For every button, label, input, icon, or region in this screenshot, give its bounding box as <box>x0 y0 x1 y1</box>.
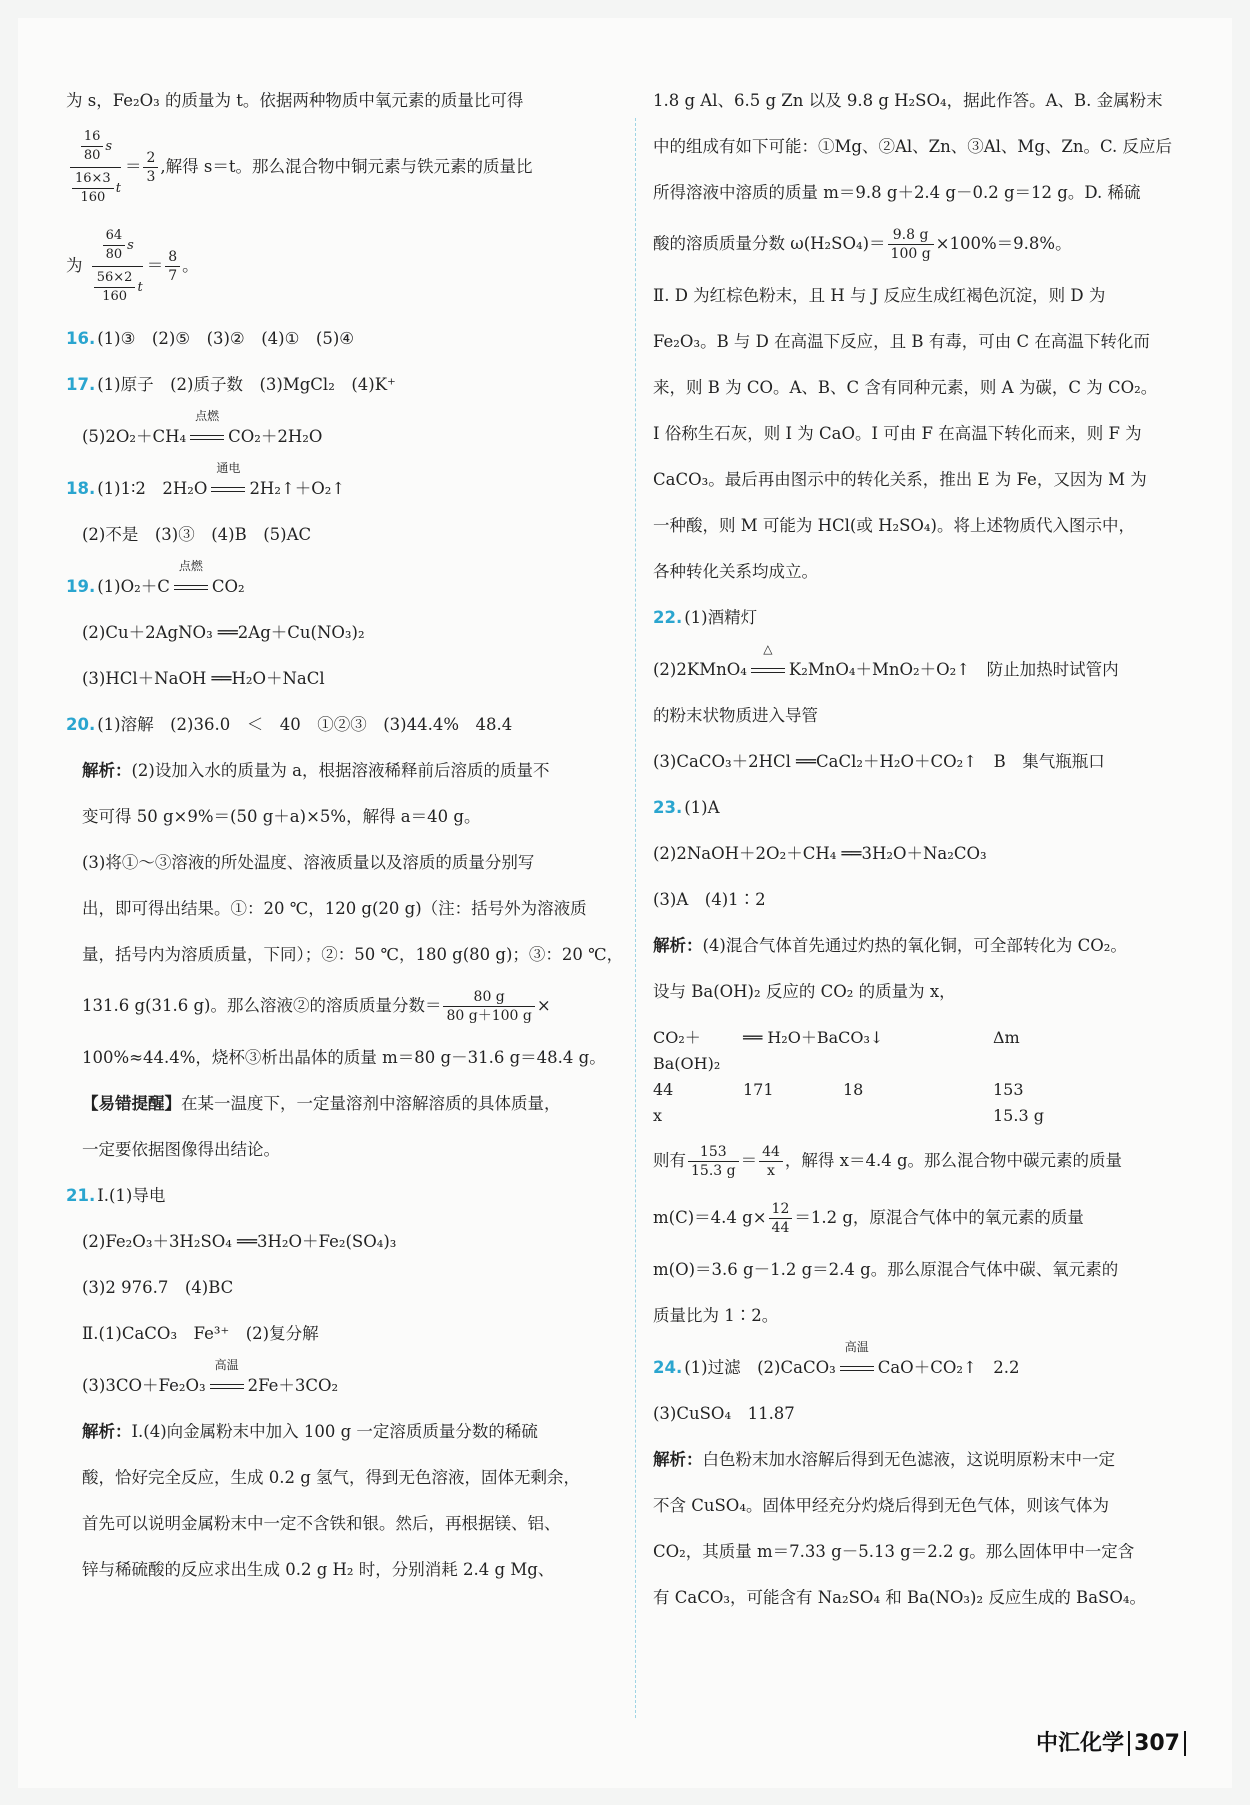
page-number: 307 <box>1128 1731 1186 1756</box>
text-line: (3)CaCO₃＋2HCl ══CaCl₂＋H₂O＋CO₂↑ B 集气瓶瓶口 <box>653 752 1105 771</box>
text-line: (3)CuSO₄ 11.87 <box>653 1404 795 1423</box>
text-line: 出，即可得出结果。①：20 ℃，120 g(20 g)（注：括号外为溶液质 <box>82 899 587 918</box>
text-line: 100%≈44.4%，烧杯③析出晶体的质量 m＝80 g－31.6 g＝48.4 g。 <box>82 1048 606 1067</box>
text-line: m(O)＝3.6 g－1.2 g＝2.4 g。那么原混合气体中碳、氧元素的 <box>653 1260 1119 1279</box>
text-line: (2)2NaOH＋2O₂＋CH₄ ══3H₂O＋Na₂CO₃ <box>653 844 987 863</box>
book-title: 中汇化学 <box>1036 1731 1125 1756</box>
text-line: 不含 CuSO₄。固体甲经充分灼烧后得到无色气体，则该气体为 <box>653 1496 1109 1515</box>
nested-fraction: $\frac{64}{80}$ s $\frac{56\times 2}{160}$ t <box>92 227 143 306</box>
text-line: 酸，恰好完全反应，生成 0.2 g 氢气，得到无色溶液，固体无剩余， <box>82 1468 581 1487</box>
text-line: 有 CaCO₃，可能含有 Na₂SO₄ 和 Ba(NO₃)₂ 反应生成的 BaSO₄。 <box>653 1588 1146 1607</box>
page-footer <box>1036 1726 1186 1757</box>
analysis-line: 解析：Ⅰ.(4)向金属粉末中加入 100 g 一定溶质质量分数的稀硫 <box>82 1422 538 1441</box>
answer-22: 22. (1)酒精灯 <box>653 608 758 627</box>
equation-line: 酸的溶质质量分数 ω(H₂SO₄)＝ $\frac{9.8 g}{100 g}$ ×100%＝9.8%。 <box>653 227 1072 262</box>
equation-line: 为 $\frac{64}{80}$ s $\frac{56\times 2}{160}$ t ＝ $\frac{8}{7}$ 。 <box>66 228 199 304</box>
text-line: I 俗称生石灰，则 I 为 CaO。I 可由 F 在高温下转化而来，则 F 为 <box>653 424 1142 443</box>
equation-line: (2)2KMnO₄ △ K₂MnO₄＋MnO₂＋O₂↑ 防止加热时试管内 <box>653 642 1119 679</box>
answer-page <box>18 18 1232 1788</box>
answer-23: 23. (1)A <box>653 798 720 817</box>
analysis-line: 解析：白色粉末加水溶解后得到无色滤液，这说明原粉末中一定 <box>653 1450 1115 1469</box>
text-line: Ⅱ.(1)CaCO₃ Fe³⁺ (2)复分解 <box>82 1324 319 1343</box>
text-line: 所得溶液中溶质的质量 m＝9.8 g＋2.4 g－0.2 g＝12 g。D. 稀硫 <box>653 183 1141 202</box>
equation-line: 则有 $\frac{153}{15.3 g}$ ＝ $\frac{44}{x}$ ，解得 x＝4.4 g。那么混合物中碳元素的质量 <box>653 1144 1123 1179</box>
text-line: (2)Fe₂O₃＋3H₂SO₄ ══3H₂O＋Fe₂(SO₄)₃ <box>82 1232 397 1251</box>
equation-line: m(C)＝4.4 g× $\frac{12}{44}$ ＝1.2 g，原混合气体中的氧元素的质量 <box>653 1201 1084 1236</box>
text-line: Fe₂O₃。B 与 D 在高温下反应，且 B 有毒，可由 C 在高温下转化而 <box>653 332 1150 351</box>
text-line: 量，括号内为溶质质量，下同）；②：50 ℃，180 g(80 g)；③：20 ℃， <box>82 945 624 964</box>
text-line: 各种转化关系均成立。 <box>653 562 818 581</box>
answer-21: 21. Ⅰ.(1)导电 <box>66 1186 166 1205</box>
equation-table: CO₂＋Ba(OH)₂ ══ H₂O＋BaCO₃↓ Δm 44 171 18 153 x 15.3 g <box>653 1028 1044 1125</box>
text-line: 1.8 g Al、6.5 g Zn 以及 9.8 g H₂SO₄，据此作答。A、B. 金属粉末 <box>653 91 1163 110</box>
text-line: (2)不是 (3)③ (4)B (5)AC <box>82 525 312 544</box>
text-line: 锌与稀硫酸的反应求出生成 0.2 g H₂ 时，分别消耗 2.4 g Mg、 <box>82 1560 555 1579</box>
answer-18: 18. (1)1∶2 2H₂O 通电 2H₂↑＋O₂↑ <box>66 461 346 498</box>
left-column <box>66 88 624 1603</box>
text-line: 变可得 50 g×9%＝(50 g＋a)×5%，解得 a＝40 g。 <box>82 807 481 826</box>
text-line: 设与 Ba(OH)₂ 反应的 CO₂ 的质量为 x， <box>653 982 956 1001</box>
text-line: 一种酸，则 M 可能为 HCl(或 H₂SO₄)。将上述物质代入图示中， <box>653 516 1135 535</box>
equation-line: (5)2O₂＋CH₄ 点燃 CO₂＋2H₂O <box>82 409 323 446</box>
column-divider <box>635 118 636 1718</box>
analysis-line: 解析：(4)混合气体首先通过灼热的氧化铜，可全部转化为 CO₂。 <box>653 936 1127 955</box>
text-line: (3)将①～③溶液的所处温度、溶液质量以及溶质的质量分别写 <box>82 853 535 872</box>
analysis-line: 解析：(2)设加入水的质量为 a，根据溶液稀释前后溶质的质量不 <box>82 761 550 780</box>
text-line: 首先可以说明金属粉末中一定不含铁和银。然后，再根据镁、铝、 <box>82 1514 561 1533</box>
answer-24: 24. (1)过滤 (2)CaCO₃ 高温 CaO＋CO₂↑ 2.2 <box>653 1340 1020 1377</box>
answer-16: 16. (1)③ (2)⑤ (3)② (4)① (5)④ <box>66 329 355 348</box>
equation-line: (3)3CO＋Fe₂O₃ 高温 2Fe＋3CO₂ <box>82 1358 339 1395</box>
text-line: (3)HCl＋NaOH ══H₂O＋NaCl <box>82 669 325 688</box>
equation-line: 131.6 g(31.6 g)。那么溶液②的溶质质量分数＝ $\frac{80 g}{80 g+100 g}$ × <box>82 989 551 1024</box>
text-line: 来，则 B 为 CO。A、B、C 含有同种元素，则 A 为碳，C 为 CO₂。 <box>653 378 1158 397</box>
text-line: (3)2 976.7 (4)BC <box>82 1278 234 1297</box>
answer-17: 17. (1)原子 (2)质子数 (3)MgCl₂ (4)K⁺ <box>66 375 396 394</box>
tip-line: 【易错提醒】在某一温度下，一定量溶剂中溶解溶质的具体质量， <box>82 1094 561 1113</box>
text-line: 质量比为 1∶2。 <box>653 1306 779 1325</box>
nested-fraction: $\frac{16}{80}$ s $\frac{16\times 3}{160}$ t <box>70 128 121 207</box>
text-line: CaCO₃。最后再由图示中的转化关系，推出 E 为 Fe，又因为 M 为 <box>653 470 1147 489</box>
text-line: Ⅱ. D 为红棕色粉末，且 H 与 J 反应生成红褐色沉淀，则 D 为 <box>653 286 1106 305</box>
text-line: (2)Cu＋2AgNO₃ ══2Ag＋Cu(NO₃)₂ <box>82 623 365 642</box>
text-line: 为 s，Fe₂O₃ 的质量为 t。依据两种物质中氧元素的质量比可得 <box>66 91 524 110</box>
text-line: 中的组成有如下可能：①Mg、②Al、Zn、③Al、Mg、Zn。C. 反应后 <box>653 137 1173 156</box>
text-line: 的粉末状物质进入导管 <box>653 706 818 725</box>
answer-20: 20. (1)溶解 (2)36.0 ＜ 40 ①②③ (3)44.4% 48.4 <box>66 715 513 734</box>
fraction: $\frac{2}{3}$ <box>143 149 158 186</box>
equation-line: $\frac{16}{80}$ s $\frac{16\times 3}{160}$ t ＝ $\frac{2}{3}$ ,解得 s＝t。那么混合物中铜元素与铁元素的质量比 <box>66 128 621 207</box>
text-line: 一定要依据图像得出结论。 <box>82 1140 280 1159</box>
text-line: CO₂，其质量 m＝7.33 g－5.13 g＝2.2 g。那么固体甲中一定含 <box>653 1542 1135 1561</box>
answer-19: 19. (1)O₂＋C 点燃 CO₂ <box>66 559 245 596</box>
right-column <box>653 88 1213 1631</box>
fraction: $\frac{8}{7}$ <box>165 248 180 285</box>
text-line: (3)A (4)1∶2 <box>653 890 766 909</box>
